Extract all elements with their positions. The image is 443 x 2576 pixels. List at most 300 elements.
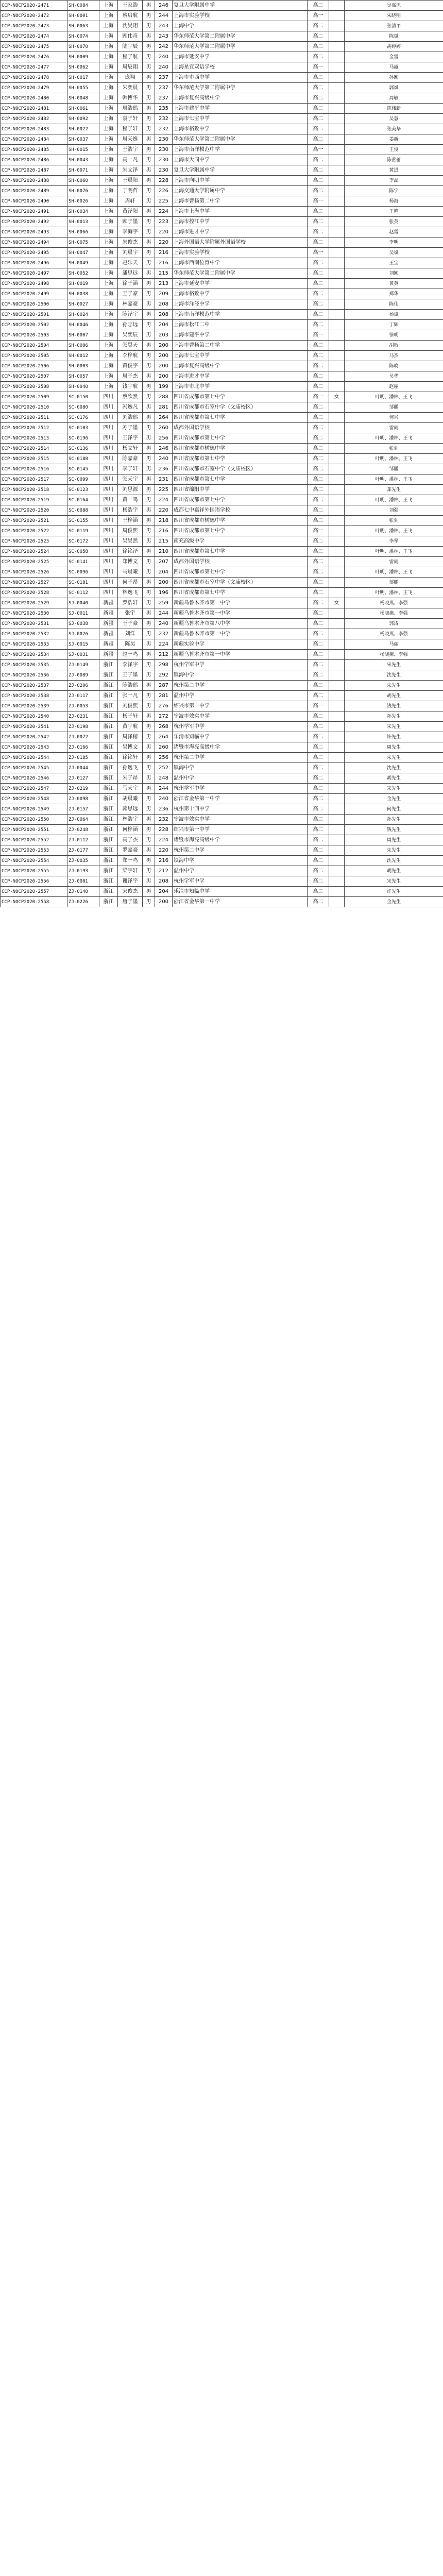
cell-province: 四川 [99,413,118,423]
cell-name: 朱子昂 [118,773,143,784]
cell-female [329,681,345,691]
cell-province: 上海 [99,104,118,114]
cell-contestant-id: CCP-NOCP2020-2480 [1,93,67,104]
cell-province: 上海 [99,238,118,248]
cell-name: 周轩 [118,196,143,207]
cell-female [329,289,345,299]
cell-province: 四川 [99,474,118,485]
cell-grade: 高二 [308,124,329,134]
cell-province: 四川 [99,433,118,444]
cell-contestant-id: CCP-NOCP2020-2548 [1,794,67,804]
cell-female [329,567,345,578]
cell-contestant-id: CCP-NOCP2020-2545 [1,763,67,773]
cell-female [329,330,345,341]
cell-score: 225 [155,196,173,207]
cell-grade: 高二 [308,866,329,876]
cell-female [329,866,345,876]
table-row [1,681,443,691]
table-row [1,93,443,104]
cell-exam-code: SH-0019 [67,279,99,289]
cell-female [329,784,345,794]
cell-province: 浙江 [99,897,118,907]
cell-province: 上海 [99,320,118,330]
cell-province: 上海 [99,227,118,238]
cell-female [329,660,345,670]
cell-exam-code: ZJ-0198 [67,722,99,732]
cell-province: 新疆 [99,629,118,639]
cell-school: 上海市实验学校 [173,11,308,21]
cell-school: 温州中学 [173,866,308,876]
cell-contestant-id: CCP-NOCP2020-2521 [1,516,67,526]
cell-name: 周子杰 [118,371,143,382]
table-row [1,887,443,897]
cell-grade: 高二 [308,402,329,413]
cell-exam-code: SH-0007 [67,330,99,341]
cell-female [329,794,345,804]
cell-province: 浙江 [99,722,118,732]
cell-contestant-id: CCP-NOCP2020-2500 [1,299,67,310]
cell-gender: 男 [143,52,155,62]
cell-exam-code: ZJ-0185 [67,753,99,763]
cell-gender: 男 [143,711,155,722]
cell-contestant-id: CCP-NOCP2020-2533 [1,639,67,650]
cell-grade: 高二 [308,371,329,382]
cell-contestant-id: CCP-NOCP2020-2507 [1,371,67,382]
cell-gender: 男 [143,815,155,825]
cell-name: 张一凡 [118,691,143,701]
cell-gender: 男 [143,598,155,608]
cell-female [329,341,345,351]
cell-female [329,1,345,11]
cell-exam-code: ZJ-0053 [67,701,99,711]
cell-province: 上海 [99,124,118,134]
cell-exam-code: SH-0062 [67,62,99,73]
cell-contestant-id: CCP-NOCP2020-2512 [1,423,67,433]
cell-score: 281 [155,691,173,701]
cell-exam-code: ZJ-0226 [67,897,99,907]
cell-contestant-id: CCP-NOCP2020-2522 [1,526,67,536]
table-row [1,897,443,907]
cell-name: 庞翔 [118,73,143,83]
cell-contestant-id: CCP-NOCP2020-2510 [1,402,67,413]
cell-school: 上海市西南位育中学 [173,258,308,268]
cell-name: 杨子轩 [118,711,143,722]
cell-score: 204 [155,567,173,578]
table-row [1,742,443,753]
cell-exam-code: SH-0017 [67,73,99,83]
cell-school: 上海市实验学校 [173,248,308,258]
cell-exam-code: SH-0049 [67,258,99,268]
cell-grade: 高二 [308,588,329,598]
cell-gender: 男 [143,773,155,784]
cell-female [329,11,345,21]
cell-exam-code: SH-0057 [67,371,99,382]
cell-gender: 男 [143,289,155,299]
cell-grade: 高二 [308,557,329,567]
cell-name: 刘思源 [118,485,143,495]
cell-gender: 男 [143,227,155,238]
cell-school: 四川省成都市第七中学 [173,588,308,598]
cell-female: 女 [329,598,345,608]
cell-school: 四川省成都市第七中学 [173,526,308,536]
cell-exam-code: SJ-0038 [67,619,99,629]
cell-exam-code: SH-0027 [67,299,99,310]
cell-province: 浙江 [99,670,118,681]
cell-female [329,217,345,227]
cell-female [329,124,345,134]
cell-contestant-id: CCP-NOCP2020-2487 [1,165,67,176]
cell-name: 郑一鸣 [118,856,143,866]
cell-province: 上海 [99,371,118,382]
cell-contestant-id: CCP-NOCP2020-2535 [1,660,67,670]
cell-contestant-id: CCP-NOCP2020-2523 [1,536,67,547]
cell-grade: 高二 [308,351,329,361]
cell-gender: 男 [143,93,155,104]
cell-school: 上海市上海中学 [173,207,308,217]
table-row [1,866,443,876]
cell-female [329,711,345,722]
cell-gender: 男 [143,608,155,619]
cell-grade: 高二 [308,186,329,196]
cell-score: 232 [155,629,173,639]
cell-score: 244 [155,11,173,21]
cell-school: 华东师范大学第二附属中学 [173,268,308,279]
table-row [1,876,443,887]
cell-school: 杭州第二中学 [173,753,308,763]
cell-grade: 高二 [308,773,329,784]
cell-name: 郑博文 [118,557,143,567]
cell-tutor: 陈斌 [345,31,443,42]
cell-grade: 高二 [308,217,329,227]
cell-score: 240 [155,454,173,464]
cell-province: 浙江 [99,825,118,835]
cell-female [329,815,345,825]
cell-exam-code: SC-0145 [67,464,99,474]
cell-school: 宁波市效实中学 [173,815,308,825]
cell-grade: 高二 [308,629,329,639]
cell-name: 蔡欣然 [118,392,143,402]
cell-tutor: 郭涛 [345,619,443,629]
cell-province: 上海 [99,83,118,93]
cell-province: 新疆 [99,598,118,608]
cell-gender: 男 [143,763,155,773]
cell-name: 刘俊熙 [118,701,143,711]
cell-grade: 高二 [308,753,329,763]
cell-name: 袁子轩 [118,114,143,124]
cell-tutor: 吴慧 [345,114,443,124]
cell-female [329,361,345,371]
cell-name: 高子杰 [118,835,143,845]
cell-exam-code: ZJ-0117 [67,691,99,701]
table-row [1,670,443,681]
cell-contestant-id: CCP-NOCP2020-2526 [1,567,67,578]
cell-name: 张昊天 [118,341,143,351]
cell-female [329,845,345,856]
cell-gender: 男 [143,196,155,207]
cell-school: 宁波市效实中学 [173,711,308,722]
cell-exam-code: SJ-0040 [67,598,99,608]
cell-exam-code: ZJ-0177 [67,845,99,856]
cell-exam-code: SH-0015 [67,145,99,155]
cell-score: 224 [155,639,173,650]
cell-tutor: 陈晓 [345,361,443,371]
cell-exam-code: SH-0003 [67,361,99,371]
cell-name: 徐子涵 [118,279,143,289]
cell-province: 上海 [99,11,118,21]
cell-tutor: 刘颖 [345,268,443,279]
cell-school: 上海市复兴高级中学 [173,93,308,104]
cell-gender: 男 [143,238,155,248]
cell-score: 243 [155,21,173,31]
cell-tutor: 叶明、潘林、王飞 [345,433,443,444]
cell-exam-code: SJ-0031 [67,650,99,660]
cell-school: 上海市向明中学 [173,176,308,186]
cell-grade: 高二 [308,104,329,114]
cell-tutor: 陈蕾蕾 [345,155,443,165]
cell-female [329,825,345,835]
cell-name: 张天宇 [118,474,143,485]
cell-name: 陈泽宇 [118,310,143,320]
cell-score: 216 [155,856,173,866]
cell-tutor: 许先生 [345,887,443,897]
cell-exam-code: SH-0070 [67,42,99,52]
cell-grade: 高一 [308,196,329,207]
cell-contestant-id: CCP-NOCP2020-2489 [1,186,67,196]
cell-province: 浙江 [99,876,118,887]
cell-province: 上海 [99,114,118,124]
cell-name: 李泽宇 [118,660,143,670]
cell-score: 237 [155,83,173,93]
cell-female [329,93,345,104]
cell-name: 朱俊杰 [118,238,143,248]
cell-female [329,382,345,392]
cell-exam-code: SC-0176 [67,413,99,423]
cell-score: 236 [155,804,173,815]
cell-female [329,464,345,474]
cell-gender: 男 [143,619,155,629]
cell-score: 200 [155,341,173,351]
cell-score: 281 [155,402,173,413]
cell-grade: 高二 [308,691,329,701]
cell-female [329,176,345,186]
cell-name: 周辰翔 [118,62,143,73]
cell-name: 丁明哲 [118,186,143,196]
cell-female [329,52,345,62]
cell-gender: 男 [143,547,155,557]
cell-gender: 男 [143,464,155,474]
cell-tutor: 马越 [345,62,443,73]
table-row [1,763,443,773]
table-row [1,114,443,124]
table-row [1,289,443,299]
cell-exam-code: SH-0075 [67,238,99,248]
cell-gender: 男 [143,330,155,341]
cell-school: 上海市延安中学 [173,279,308,289]
cell-score: 224 [155,207,173,217]
cell-score: 248 [155,773,173,784]
cell-province: 新疆 [99,639,118,650]
cell-contestant-id: CCP-NOCP2020-2505 [1,351,67,361]
cell-exam-code: SH-0084 [67,1,99,11]
cell-school: 新疆乌鲁木齐市第一中学 [173,629,308,639]
cell-school: 上海市控江中学 [173,217,308,227]
cell-score: 237 [155,73,173,83]
cell-name: 潘思远 [118,268,143,279]
table-row [1,73,443,83]
cell-exam-code: SC-0188 [67,454,99,464]
cell-school: 温州中学 [173,773,308,784]
cell-grade: 高二 [308,433,329,444]
cell-contestant-id: CCP-NOCP2020-2496 [1,258,67,268]
cell-exam-code: SH-0013 [67,217,99,227]
cell-province: 上海 [99,341,118,351]
table-row [1,711,443,722]
cell-school: 上海市曹杨第二中学 [173,341,308,351]
cell-tutor: 邹鹏 [345,578,443,588]
cell-grade: 高二 [308,897,329,907]
cell-exam-code: SH-0009 [67,52,99,62]
cell-gender: 男 [143,62,155,73]
cell-gender: 男 [143,268,155,279]
cell-school: 上海中学 [173,21,308,31]
cell-gender: 男 [143,165,155,176]
cell-contestant-id: CCP-NOCP2020-2518 [1,485,67,495]
table-row [1,526,443,536]
cell-gender: 男 [143,701,155,711]
cell-school: 杭州学军中学 [173,722,308,732]
cell-exam-code: SH-0040 [67,382,99,392]
cell-tutor: 王俊 [345,145,443,155]
cell-province: 浙江 [99,691,118,701]
cell-province: 浙江 [99,784,118,794]
cell-name: 赵一鸣 [118,650,143,660]
cell-school: 浙江省金华第一中学 [173,897,308,907]
cell-gender: 男 [143,320,155,330]
cell-female [329,701,345,711]
table-row [1,310,443,320]
cell-name: 李梓航 [118,351,143,361]
cell-gender: 男 [143,310,155,320]
cell-female [329,413,345,423]
cell-female [329,722,345,732]
table-row [1,433,443,444]
cell-score: 216 [155,526,173,536]
cell-score: 240 [155,52,173,62]
cell-province: 四川 [99,423,118,433]
cell-name: 蔡启航 [118,11,143,21]
cell-contestant-id: CCP-NOCP2020-2481 [1,104,67,114]
cell-female [329,856,345,866]
cell-contestant-id: CCP-NOCP2020-2555 [1,866,67,876]
cell-name: 郭思远 [118,804,143,815]
cell-exam-code: SC-0096 [67,567,99,578]
cell-grade: 高二 [308,815,329,825]
cell-tutor: 徐明 [345,330,443,341]
cell-grade: 高二 [308,165,329,176]
cell-tutor: 沈先生 [345,856,443,866]
cell-female: 女 [329,392,345,402]
cell-exam-code: SC-0196 [67,433,99,444]
cell-tutor: 钱先生 [345,701,443,711]
cell-gender: 男 [143,402,155,413]
cell-gender: 男 [143,588,155,598]
cell-tutor: 李晶 [345,176,443,186]
cell-exam-code: SC-0150 [67,392,99,402]
cell-exam-code: SJ-0026 [67,629,99,639]
cell-name: 黄一鸣 [118,495,143,505]
cell-contestant-id: CCP-NOCP2020-2519 [1,495,67,505]
cell-province: 四川 [99,547,118,557]
cell-school: 杭州学军中学 [173,784,308,794]
cell-tutor: 胡先生 [345,691,443,701]
cell-school: 复旦大学附属中学 [173,1,308,11]
cell-score: 200 [155,351,173,361]
cell-province: 浙江 [99,681,118,691]
table-row [1,629,443,639]
table-row [1,268,443,279]
cell-score: 260 [155,742,173,753]
cell-grade: 高二 [308,289,329,299]
cell-name: 刘晨宇 [118,248,143,258]
cell-tutor: 刘强 [345,505,443,516]
cell-grade: 高二 [308,382,329,392]
cell-grade: 高二 [308,804,329,815]
cell-female [329,516,345,526]
cell-name: 林逸飞 [118,588,143,598]
cell-province: 浙江 [99,701,118,711]
cell-contestant-id: CCP-NOCP2020-2503 [1,330,67,341]
cell-school: 成都外国语学校 [173,557,308,567]
cell-exam-code: ZJ-0064 [67,815,99,825]
cell-contestant-id: CCP-NOCP2020-2539 [1,701,67,711]
cell-contestant-id: CCP-NOCP2020-2517 [1,474,67,485]
cell-school: 乐清市知临中学 [173,732,308,742]
cell-grade: 高二 [308,825,329,835]
cell-grade: 高一 [308,62,329,73]
cell-grade: 高一 [308,526,329,536]
cell-tutor: 张英 [345,217,443,227]
cell-contestant-id: CCP-NOCP2020-2502 [1,320,67,330]
cell-name: 吴昊然 [118,536,143,547]
cell-contestant-id: CCP-NOCP2020-2498 [1,279,67,289]
cell-gender: 男 [143,176,155,186]
cell-contestant-id: CCP-NOCP2020-2504 [1,341,67,351]
cell-gender: 男 [143,804,155,815]
cell-contestant-id: CCP-NOCP2020-2557 [1,887,67,897]
cell-school: 上海外国语大学附属外国语学校 [173,238,308,248]
cell-school: 四川省成都市第七中学 [173,547,308,557]
cell-school: 四川省绵阳中学 [173,485,308,495]
cell-name: 高一凡 [118,155,143,165]
cell-province: 上海 [99,31,118,42]
cell-grade: 高二 [308,1,329,11]
cell-province: 上海 [99,351,118,361]
cell-female [329,186,345,196]
cell-contestant-id: CCP-NOCP2020-2536 [1,670,67,681]
cell-female [329,134,345,145]
cell-name: 张宇 [118,608,143,619]
cell-tutor: 周先生 [345,742,443,753]
cell-grade: 高二 [308,732,329,742]
cell-province: 新疆 [99,608,118,619]
table-row [1,773,443,784]
cell-exam-code: SH-0034 [67,207,99,217]
cell-grade: 高二 [308,268,329,279]
results-table [0,0,443,907]
cell-tutor: 周敏 [345,93,443,104]
cell-grade: 高二 [308,279,329,289]
table-row [1,464,443,474]
